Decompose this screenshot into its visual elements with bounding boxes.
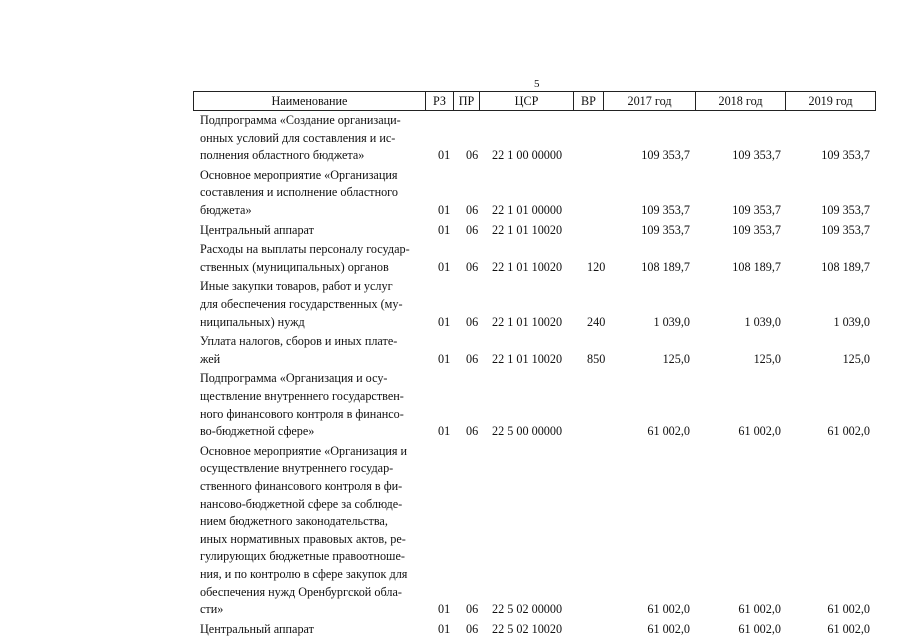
row-name-line: Подпрограмма «Организация и осу-	[200, 371, 388, 386]
row-name-line: онных условий для составления и ис-	[200, 130, 396, 145]
row-name-line: Расходы на выплаты персоналу государ-	[200, 242, 410, 257]
row-vr: 850	[587, 351, 606, 366]
row-pr: 06	[466, 621, 479, 636]
row-name-line: осуществление внутреннего государ-	[200, 461, 394, 476]
row-vr: 240	[587, 314, 606, 329]
row-name	[200, 167, 425, 220]
row-value-2018: 61 002,0	[738, 602, 781, 617]
header-vr: ВР	[573, 92, 603, 110]
header-csr: ЦСР	[479, 92, 573, 110]
row-name-line: Подпрограмма «Создание организаци-	[200, 113, 401, 127]
row-pr: 06	[466, 424, 479, 439]
row-name	[200, 370, 425, 440]
row-csr: 22 5 02 00000	[492, 602, 563, 617]
row-pr: 06	[466, 202, 479, 217]
row-value-2018: 61 002,0	[738, 424, 781, 439]
row-name-line: Центральный аппарат	[200, 621, 314, 636]
table-row	[0, 278, 905, 331]
row-rz: 01	[438, 314, 451, 329]
row-name-line: во-бюджетной сфере»	[200, 424, 315, 439]
row-value-2019: 109 353,7	[821, 222, 870, 237]
row-value-2018: 109 353,7	[732, 202, 781, 217]
row-value-2018: 1 039,0	[744, 314, 781, 329]
row-name-line: сти»	[200, 602, 224, 617]
row-value-2017: 1 039,0	[653, 314, 690, 329]
row-vr: 120	[587, 259, 606, 274]
row-name-line: полнения областного бюджета»	[200, 148, 365, 163]
row-name-line: составления и исполнение областного	[200, 185, 398, 200]
row-csr: 22 1 00 00000	[492, 148, 563, 163]
header-2017: 2017 год	[603, 92, 695, 110]
row-pr: 06	[466, 222, 479, 237]
row-name	[200, 222, 425, 240]
row-name-line: гулирующих бюджетные правоотноше-	[200, 549, 405, 564]
table-header	[193, 91, 876, 111]
row-value-2019: 109 353,7	[821, 148, 870, 163]
row-name	[200, 241, 425, 276]
row-value-2017: 61 002,0	[647, 621, 690, 636]
row-name-line: ственного финансового контроля в фи-	[200, 478, 403, 493]
row-value-2019: 61 002,0	[827, 424, 870, 439]
row-name-line: Центральный аппарат	[200, 222, 314, 237]
row-name-line: ственных (муниципальных) органов	[200, 259, 389, 274]
row-name-line: Основное мероприятие «Организация	[200, 167, 398, 182]
row-csr: 22 1 01 10020	[492, 314, 563, 329]
row-rz: 01	[438, 621, 451, 636]
row-pr: 06	[466, 314, 479, 329]
row-value-2019: 61 002,0	[827, 621, 870, 636]
row-pr: 06	[466, 602, 479, 617]
row-value-2017: 61 002,0	[647, 602, 690, 617]
table-row	[0, 370, 905, 440]
row-rz: 01	[438, 602, 451, 617]
row-name	[200, 443, 425, 619]
row-csr: 22 1 01 10020	[492, 259, 563, 274]
row-name-line: ного финансового контроля в финансо-	[200, 406, 404, 421]
row-value-2017: 108 189,7	[641, 259, 690, 274]
row-value-2018: 125,0	[753, 351, 781, 366]
row-name	[200, 621, 425, 639]
table-row	[0, 167, 905, 220]
row-rz: 01	[438, 202, 451, 217]
row-name-line: Основное мероприятие «Организация и	[200, 443, 408, 458]
row-csr: 22 5 00 00000	[492, 424, 563, 439]
table-row	[0, 222, 905, 240]
row-value-2019: 125,0	[842, 351, 870, 366]
row-value-2017: 109 353,7	[641, 222, 690, 237]
header-name: Наименование	[193, 92, 425, 110]
header-pr: ПР	[453, 92, 479, 110]
header-rz: РЗ	[425, 92, 453, 110]
header-2019: 2019 год	[785, 92, 876, 110]
row-value-2019: 1 039,0	[833, 314, 870, 329]
row-pr: 06	[466, 259, 479, 274]
row-name-line: для обеспечения государственных (му-	[200, 296, 403, 311]
row-name-line: бюджета»	[200, 202, 252, 217]
row-pr: 06	[466, 148, 479, 163]
row-csr: 22 1 01 00000	[492, 202, 563, 217]
table-row	[0, 443, 905, 619]
table-row	[0, 112, 905, 165]
row-value-2017: 125,0	[662, 351, 690, 366]
row-value-2018: 109 353,7	[732, 148, 781, 163]
row-name	[200, 278, 425, 331]
row-name-line: ния, и по контролю в сфере закупок для	[200, 566, 408, 581]
row-name-line: Уплата налогов, сборов и иных плате-	[200, 334, 398, 349]
row-value-2019: 109 353,7	[821, 202, 870, 217]
row-name-line: ниципальных) нужд	[200, 314, 305, 329]
row-csr: 22 1 01 10020	[492, 222, 563, 237]
header-2018: 2018 год	[695, 92, 785, 110]
row-name-line: иных нормативных правовых актов, ре-	[200, 531, 406, 546]
row-value-2018: 61 002,0	[738, 621, 781, 636]
row-name-line: обеспечения нужд Оренбургской обла-	[200, 584, 402, 599]
row-value-2017: 109 353,7	[641, 202, 690, 217]
row-name-line: ществление внутреннего государствен-	[200, 388, 404, 403]
row-value-2017: 109 353,7	[641, 148, 690, 163]
row-rz: 01	[438, 424, 451, 439]
row-rz: 01	[438, 351, 451, 366]
table-row	[0, 241, 905, 276]
row-name-line: нансово-бюджетной сфере за соблюде-	[200, 496, 403, 511]
row-rz: 01	[438, 259, 451, 274]
row-value-2019: 61 002,0	[827, 602, 870, 617]
row-value-2018: 109 353,7	[732, 222, 781, 237]
row-pr: 06	[466, 351, 479, 366]
table-row	[0, 621, 905, 639]
row-csr: 22 5 02 10020	[492, 621, 563, 636]
row-rz: 01	[438, 148, 451, 163]
row-rz: 01	[438, 222, 451, 237]
row-value-2019: 108 189,7	[821, 259, 870, 274]
row-value-2018: 108 189,7	[732, 259, 781, 274]
row-csr: 22 1 01 10020	[492, 351, 563, 366]
row-value-2017: 61 002,0	[647, 424, 690, 439]
row-name	[200, 112, 425, 165]
row-name-line: Иные закупки товаров, работ и услуг	[200, 279, 393, 294]
row-name-line: нием бюджетного законодательства,	[200, 514, 388, 529]
table-row	[0, 333, 905, 368]
row-name	[200, 333, 425, 368]
page-number: 5	[534, 78, 540, 90]
row-name-line: жей	[200, 351, 221, 366]
